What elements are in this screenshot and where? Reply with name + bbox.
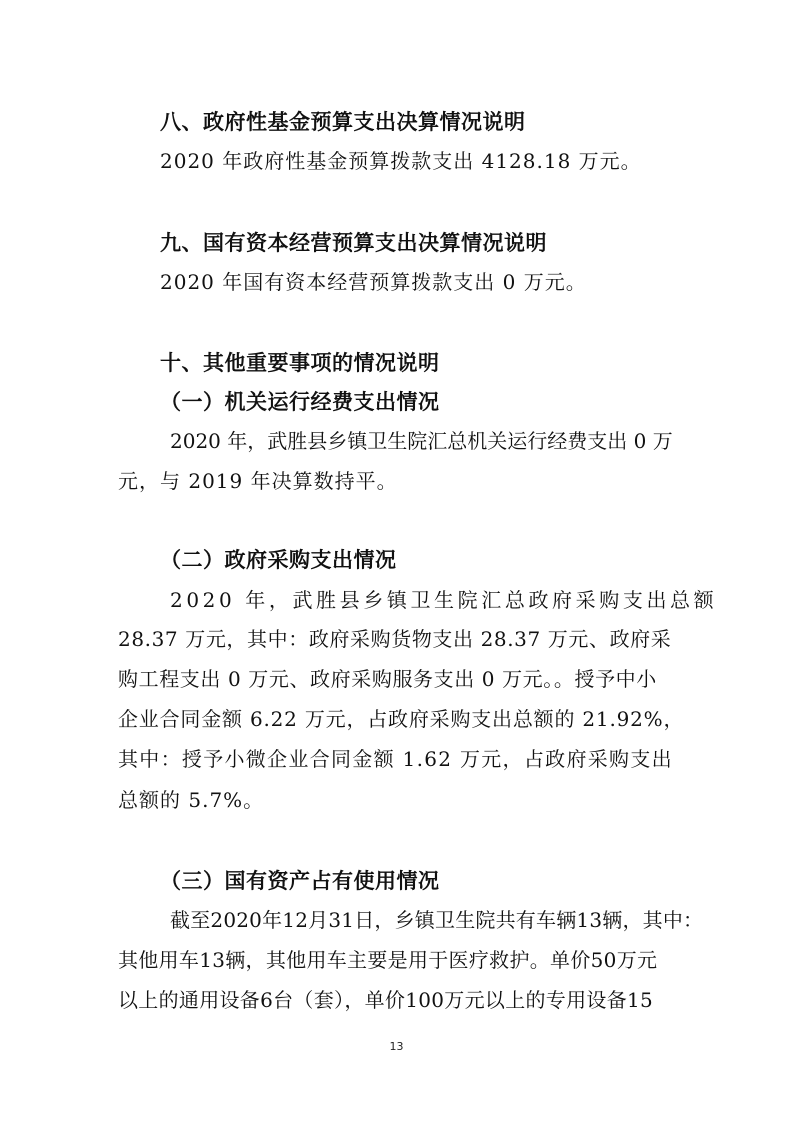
subsection-3-heading: （三）国有资产占有使用情况 bbox=[160, 869, 440, 893]
subsection-1-heading: （一）机关运行经费支出情况 bbox=[160, 390, 440, 414]
section-9-heading: 九、国有资本经营预算支出决算情况说明 bbox=[160, 231, 547, 255]
subsection-2-line-2: 28.37 万元，其中：政府采购货物支出 28.37 万元、政府采 bbox=[118, 627, 672, 651]
page-number: 13 bbox=[389, 1040, 404, 1053]
subsection-3-line-1: 截至2020年12月31日，乡镇卫生院共有车辆13辆，其中： bbox=[170, 908, 704, 932]
subsection-2-line-1: 2020 年，武胜县乡镇卫生院汇总政府采购支出总额 bbox=[170, 588, 718, 612]
subsection-2-heading: （二）政府采购支出情况 bbox=[160, 548, 397, 572]
subsection-2-line-4: 企业合同金额 6.22 万元，占政府采购支出总额的 21.92%， bbox=[118, 707, 685, 731]
section-9-text: 2020 年国有资本经营预算拨款支出 0 万元。 bbox=[160, 270, 587, 294]
subsection-3-line-3: 以上的通用设备6台（套），单价100万元以上的专用设备15 bbox=[118, 988, 654, 1012]
subsection-2-line-6: 总额的 5.7%。 bbox=[118, 788, 265, 812]
section-10-heading: 十、其他重要事项的情况说明 bbox=[160, 351, 440, 375]
subsection-3-line-2: 其他用车13辆，其他用车主要是用于医疗救护。单价50万元 bbox=[118, 948, 658, 972]
section-8-text: 2020 年政府性基金预算拨款支出 4128.18 万元。 bbox=[160, 149, 642, 173]
subsection-2-line-5: 其中：授予小微企业合同金额 1.62 万元，占政府采购支出 bbox=[118, 747, 673, 771]
subsection-1-line-2: 元，与 2019 年决算数持平。 bbox=[118, 469, 398, 493]
subsection-2-line-3: 购工程支出 0 万元、政府采购服务支出 0 万元。。授予中小 bbox=[118, 667, 657, 691]
section-8-heading: 八、政府性基金预算支出决算情况说明 bbox=[160, 110, 526, 134]
subsection-1-line-1 bbox=[170, 427, 678, 455]
line-text: 2020 年，武胜县乡镇卫生院汇总机关运行经费支出 0 万 bbox=[170, 429, 673, 453]
